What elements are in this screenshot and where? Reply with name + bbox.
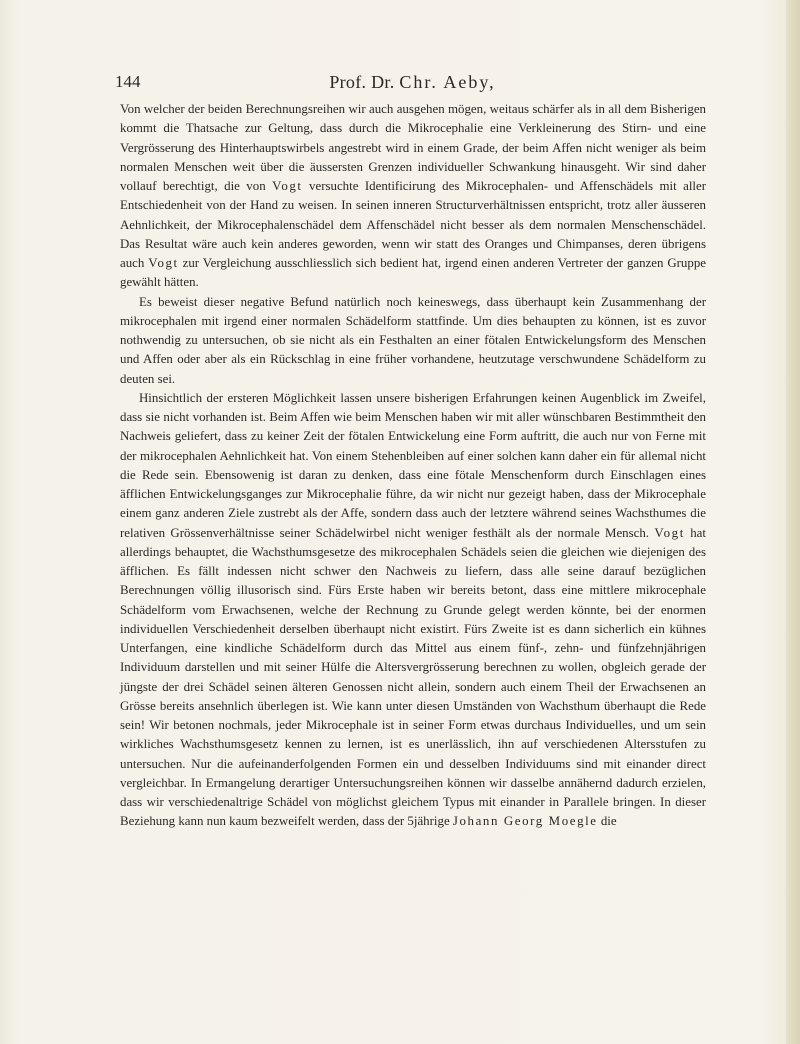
text-run: zur Vergleichung ausschliesslich sich bedient hat, irgend einen anderen Vertreter der ganzen Gruppe gewählt hätten.	[120, 256, 706, 290]
spaced-name: Vogt	[654, 525, 685, 540]
text-run: hat allerdings behauptet, die Wachsthumsgesetze des mikrocephalen Schädels seien die gleichen wie diejenigen des äfflichen. Es fällt indessen nicht schwer den Nachweis zu liefern, dass alle seine darauf bezüglichen Berechnungen völlig illusorisch sind. Fürs Erste haben wir bereits betont, dass eine mittlere mikrocephale Schädelform vom Erwachsenen, welche der Rechnung zu Grunde gelegt werden könnte, bei der enormen individuellen Verschiedenheit derselben überhaupt nicht existirt. Fürs Zweite ist es dann sicherlich ein kühnes Unterfangen, eine kindliche Schädelform durch das Mittel aus einem fünf-, zehn- und fünfzehnjährigen Individuum darstellen und mit seiner Hülfe die Altersvergrösserung berechnen zu wollen, obgleich gerade der jüngste der drei Schädel seinen älteren Genossen nicht allein, sondern auch einem Theil der Erwachsenen an Grösse bereits ansehnlich überlegen ist. Wie kann unter diesen Umständen von Wachsthum überhaupt die Rede sein! Wir betonen nochmals, jeder Mikrocephale ist in seiner Form etwas durchaus Individuelles, und um sein wirkliches Wachsthumsgesetz kennen zu lernen, ist es unerlässlich, ihn auf verschiedenen Altersstufen zu untersuchen. Nur die aufeinanderfolgenden Formen ein und desselben Individuums sind mit einander direct vergleichbar. In Ermangelung derartiger Untersuchungsreihen können wir dasselbe annähernd dadurch erzielen, dass wir verschiedenaltrige Schädel von möglichst gleichem Typus mit einander in Parallele bringen. In dieser Beziehung kann nun kaum bezweifelt werden, dass der 5jährige	[120, 525, 706, 829]
spaced-name: Vogt	[272, 179, 303, 193]
paragraph	[120, 100, 706, 293]
text-run: Hinsichtlich der ersteren Möglichkeit lassen unsere bisherigen Erfahrungen keinen Augenblick im Zweifel, dass sie nicht vorhanden ist. Beim Affen wie beim Menschen haben wir mit aller wünschbaren Bestimmtheit den Nachweis geliefert, dass zu keiner Zeit der fötalen Entwickelung eine Form auftritt, die auch nur von Ferne mit der mikrocephalen Aehnlichkeit hat. Von einem Stehenbleiben auf einer solchen kann daher ein für allemal nicht die Rede sein. Ebensowenig ist daran zu denken, dass eine fötale Menschenform durch Einschlagen eines äfflichen Entwickelungsganges zur Mikrocephalie führe, da wir nicht nur gezeigt haben, dass der Mikrocephale einem ganz anderen Ziele zustrebt als der Affe, sondern dass auch der letztere während seines Wachsthumes die relativen Grössenverhältnisse seiner Schädelwirbel nicht weniger festhält als der normale Mensch.	[120, 390, 706, 540]
paragraph	[120, 389, 706, 832]
spaced-name: Johann Georg Moegle	[452, 814, 598, 829]
spaced-name: Vogt	[148, 256, 179, 270]
text-run: versuchte Identificirung des Mikrocephalen- und Affenschädels mit aller Entschiedenheit von der Hand zu weisen. In seinen inneren Structurverhältnissen entspricht, trotz aller äusseren Aehnlichkeit, der Mikrocephalenschädel dem Affenschädel nicht besser als dem normalen Menschenschädel. Das Resultat wäre auch kein anderes geworden, wenn wir statt des Oranges und Chimpanses, deren übrigens auch	[120, 179, 707, 270]
author-prefix: Prof. Dr.	[329, 72, 400, 92]
text-run: Es beweist dieser negative Befund natürlich noch keineswegs, dass überhaupt kein Zusammenhang der mikrocephalen mit irgend einer normalen Schädelform stattfinde. Um dies behaupten zu können, ist es zuvor nothwendig zu untersuchen, ob sie nicht als ein Festhalten an einer fötalen Entwickelungsform des Menschen und Affen oder aber als ein Rückschlag in eine früher vorhandene, heutzutage verschwundene Schädelform zu deuten sei.	[120, 294, 706, 386]
running-head	[115, 72, 710, 93]
page-header	[115, 72, 710, 96]
paragraph	[120, 293, 706, 389]
page-number: 144	[115, 72, 141, 91]
text-run: die	[597, 814, 617, 829]
text-run: Von welcher der beiden Berechnungsreihen wir auch ausgehen mögen, weitaus schärfer als in all dem Bisherigen kommt die Thatsache zur Geltung, dass durch die Mikrocephalie eine Verkleinerung des Stirn- und eine Vergrösserung des Hinterhauptswirbels angestrebt wird in einem Grade, der beim Affen nicht weniger als beim normalen Menschen weit über die äussersten Grenzen individueller Schwankung hinausgeht. Wir sind daher vollauf berechtigt, die von	[120, 102, 706, 193]
author-name: Chr. Aeby,	[399, 72, 496, 92]
page-edge	[786, 0, 800, 1044]
body-text	[120, 100, 706, 832]
